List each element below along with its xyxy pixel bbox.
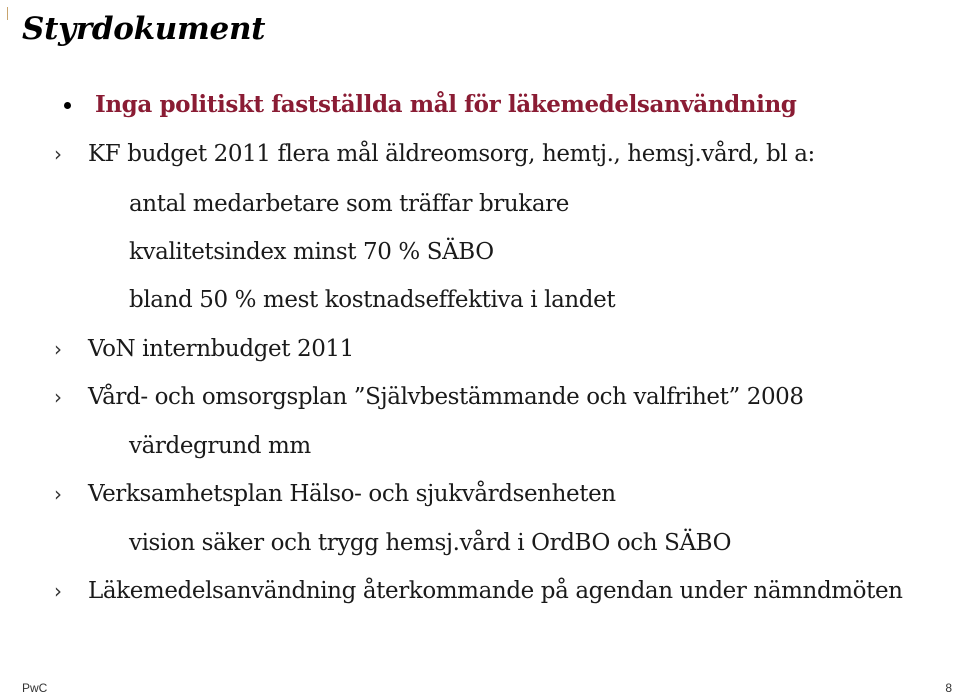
page-number: 8	[945, 681, 952, 695]
list-subitem: värdegrund mm	[129, 433, 311, 459]
list-subitem: vision säker och trygg hemsj.vård i OrdBO och SÄBO	[129, 530, 732, 556]
list-item-lakemedel: Läkemedelsanvändning återkommande på agendan under nämndmöten	[88, 578, 903, 604]
list-subitem: kvalitetsindex minst 70 % SÄBO	[129, 239, 494, 265]
headline-bullet: Inga politiskt fastställda mål för läkemedelsanvändning	[95, 91, 797, 118]
corner-mark	[7, 7, 8, 20]
list-item-kf-budget: KF budget 2011 flera mål äldreomsorg, hemtj., hemsj.vård, bl a:	[88, 141, 815, 167]
arrow-bullet-icon: ›	[54, 142, 62, 166]
list-item-verksamhetsplan: Verksamhetsplan Hälso- och sjukvårdsenheten	[88, 481, 616, 507]
arrow-bullet-icon: ›	[54, 385, 62, 409]
slide-title: Styrdokument	[22, 11, 266, 47]
list-item-omsorgsplan: Vård- och omsorgsplan ”Självbestämmande och valfrihet” 2008	[88, 384, 804, 410]
list-item-von-budget: VoN internbudget 2011	[88, 336, 354, 362]
footer-brand: PwC	[22, 681, 48, 695]
bullet-dot-icon	[64, 102, 71, 109]
list-subitem: antal medarbetare som träffar brukare	[129, 191, 569, 217]
list-subitem: bland 50 % mest kostnadseffektiva i landet	[129, 287, 616, 313]
arrow-bullet-icon: ›	[54, 482, 62, 506]
arrow-bullet-icon: ›	[54, 337, 62, 361]
arrow-bullet-icon: ›	[54, 579, 62, 603]
